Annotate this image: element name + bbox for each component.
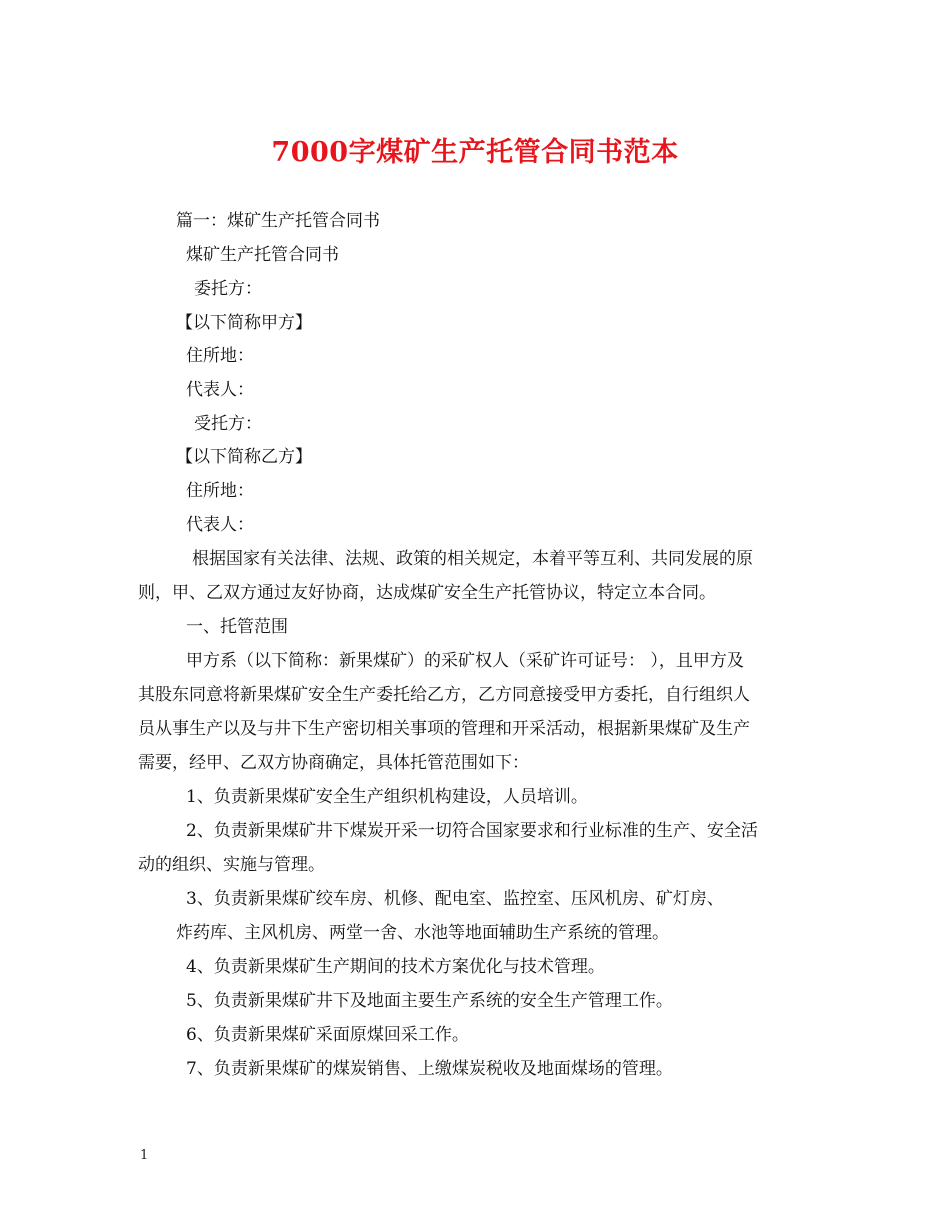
- party-a-alias: 【以下简称甲方】: [176, 313, 312, 333]
- party-b-address-label: 住所地：: [186, 481, 254, 501]
- scope-item-3-line-2: 炸药库、主风机房、两堂一舍、水池等地面辅助生产系统的管理。: [176, 923, 669, 943]
- party-a-representative-label: 代表人：: [186, 380, 254, 400]
- scope-paragraph-line-1: 甲方系（以下简称：新果煤矿）的采矿权人（采矿许可证号： ），且甲方及: [186, 651, 744, 671]
- scope-item-2-line-1: 2、负责新果煤矿井下煤炭开采一切符合国家要求和行业标准的生产、安全活: [186, 821, 758, 841]
- scope-paragraph-line-2: 其股东同意将新果煤矿安全生产委托给乙方，乙方同意接受甲方委托，自行组织人: [138, 685, 750, 705]
- page-number: 1: [140, 1148, 149, 1163]
- scope-paragraph-line-4: 需要，经甲、乙双方协商确定，具体托管范围如下：: [138, 753, 529, 773]
- party-a-address-label: 住所地：: [186, 346, 254, 366]
- section-heading: 篇一：煤矿生产托管合同书: [176, 211, 380, 231]
- scope-item-2-line-2: 动的组织、实施与管理。: [138, 855, 325, 875]
- preamble-line-1: 根据国家有关法律、法规、政策的相关规定，本着平等互利、共同发展的原: [192, 549, 753, 569]
- contract-name: 煤矿生产托管合同书: [186, 245, 339, 265]
- scope-item-5: 5、负责新果煤矿井下及地面主要生产系统的安全生产管理工作。: [186, 991, 673, 1011]
- client-label: 委托方：: [194, 279, 262, 299]
- scope-item-3-line-1: 3、负责新果煤矿绞车房、机修、配电室、监控室、压风机房、矿灯房、: [186, 889, 724, 909]
- party-b-representative-label: 代表人：: [186, 515, 254, 535]
- scope-item-7: 7、负责新果煤矿的煤炭销售、上缴煤炭税收及地面煤场的管理。: [186, 1059, 673, 1079]
- scope-item-6: 6、负责新果煤矿采面原煤回采工作。: [186, 1025, 469, 1045]
- trustee-label: 受托方：: [194, 414, 262, 434]
- preamble-line-2: 则，甲、乙双方通过友好协商，达成煤矿安全生产托管协议，特定立本合同。: [138, 583, 716, 603]
- scope-item-1: 1、负责新果煤矿安全生产组织机构建设，人员培训。: [186, 787, 588, 807]
- scope-paragraph-line-3: 员从事生产以及与井下生产密切相关事项的管理和开采活动，根据新果煤矿及生产: [138, 719, 750, 739]
- scope-item-4: 4、负责新果煤矿生产期间的技术方案优化与技术管理。: [186, 957, 605, 977]
- document-title: 7000字煤矿生产托管合同书范本: [271, 137, 679, 168]
- article-1-heading: 一、托管范围: [186, 617, 288, 637]
- party-b-alias: 【以下简称乙方】: [176, 447, 312, 467]
